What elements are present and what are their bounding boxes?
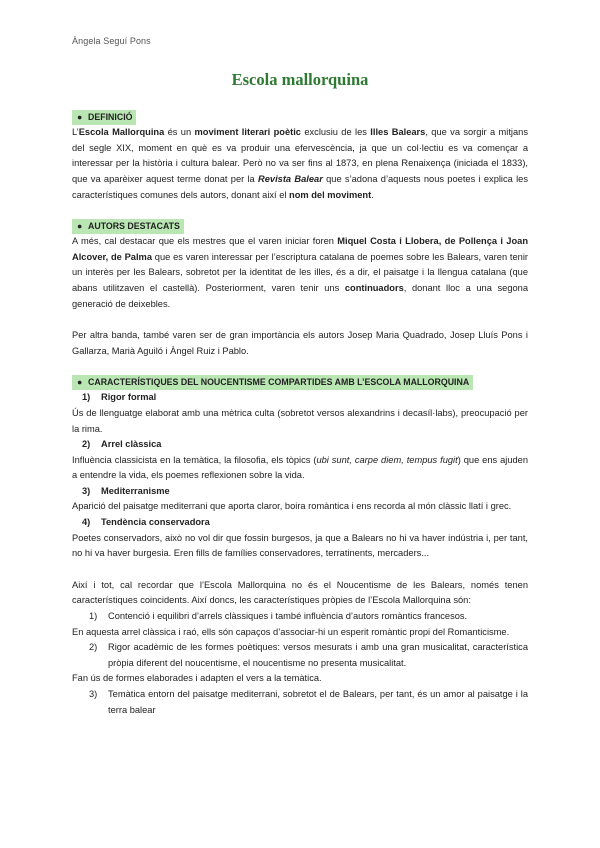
list-item: 2) Rigor acadèmic de les formes poètiques: versos mesurats i amb una gran musicalitat, característica pròpia diferent del noucentisme, el noucentisme no presenta musicalitat.: [89, 642, 528, 668]
heading-highlight: [72, 375, 473, 390]
list-item-text: Ús de llenguatge elaborat amb una mètrica culta (sobretot versos alexandrins i decasíl·labs), preocupació per la rima.: [72, 407, 528, 434]
bullet-icon: ●: [77, 112, 83, 123]
bullet-icon: ●: [77, 377, 83, 388]
section-heading-caracteristiques: [72, 375, 528, 390]
bullet-icon: ●: [77, 221, 83, 232]
list-item-title: 4) Tendència conservadora: [82, 517, 210, 528]
list-item-after: Fan ús de formes elaborades i adapten el vers a la temàtica.: [72, 673, 322, 684]
list-item-text: Poetes conservadors, això no vol dir que fossin burgesos, ja que a Balears no hi va haver indústria i, per tant, no hi va haver burgesia. Eren fills de famílies conservadores, terratinents, mercaders...: [72, 532, 528, 559]
list-item-title: 2) Arrel clàssica: [82, 439, 162, 450]
list-item-title: 3) Mediterranisme: [82, 485, 170, 496]
list-item: 1) Contenció i equilibri d’arrels clàssiques i també influència d’autors romàntics francesos.: [89, 611, 468, 622]
heading-text: DEFINICIÓ: [88, 112, 133, 123]
list-item-after: En aquesta arrel clàssica i raó, ells són capaços d’associar-hi un esperit romàntic propi del Romanticisme.: [72, 626, 510, 637]
list-item: 3) Temàtica entorn del paisatge mediterrani, sobretot el de Balears, per tant, és un amor al paisatge i la terra balear: [89, 689, 528, 715]
heading-highlight: [72, 219, 184, 234]
author-name: Àngela Seguí Pons: [72, 36, 151, 46]
list-item-text: Aparició del paisatge mediterrani que aporta claror, boira romàntica i ens recorda al món clàssic llatí i grec.: [72, 501, 512, 512]
section-heading-definicio: [72, 110, 528, 125]
conclusio-intro: Així i tot, cal recordar que l’Escola Mallorquina no és el Noucentisme de les Balears, només tenen característiques coincidents. Així doncs, les característiques pròpies de l’Escola Mallorquina són:: [72, 579, 528, 606]
heading-text: AUTORS DESTACATS: [88, 221, 180, 232]
heading-highlight: [72, 110, 136, 125]
autors-paragraph: A més, cal destacar que els mestres que el varen iniciar foren Miquel Costa i Llobera, de Pollença i Joan Alcover, de Palma que es varen interessar per l’escriptura catalana de poemes sobre les Balears, varen tenir un interès per les Balears, sobretot per la identitat de les illes, és a dir, el paisatge i la llengua catalana (que abans utilitzaven el castellà). Posteriorment, varen tenir uns continuadors, donant lloc a una segona generació de deixebles.: [72, 236, 528, 309]
list-item-text: Influència classicista en la temàtica, la filosofia, els tòpics (ubi sunt, carpe diem, tempus fugit) que ens ajuden a entendre la vida, els poemes reflexionen sobre la vida.: [72, 454, 529, 481]
list-item-title: 1) Rigor formal: [82, 392, 157, 403]
definicio-paragraph: L’Escola Mallorquina és un moviment literari poètic exclusiu de les Illes Balears, que va sorgir a mitjans del segle XIX, moment en què es va produir una efervescència, ja que un col·lectiu es va començar a interessar per la història i cultura balear. Però no va ser fins al 1873, en plena Renaixença (iniciada el 1833), que va aparèixer aquest terme donat per la Revista Balear que s’adona d’aquests nous poetes i explica les característiques comunes dels autors, donant així el nom del moviment.: [72, 127, 528, 200]
section-heading-autors: [72, 219, 528, 234]
document-title: Escola mallorquina: [231, 69, 369, 89]
heading-text: CARACTERÍSTIQUES DEL NOUCENTISME COMPARTIDES AMB L’ESCOLA MALLORQUINA: [88, 377, 470, 388]
autors-paragraph-2: Per altra banda, també varen ser de gran importància els autors Josep Maria Quadrado, Josep Lluís Pons i Gallarza, Marià Aguiló i Àngel Ruiz i Pablo.: [72, 330, 528, 356]
